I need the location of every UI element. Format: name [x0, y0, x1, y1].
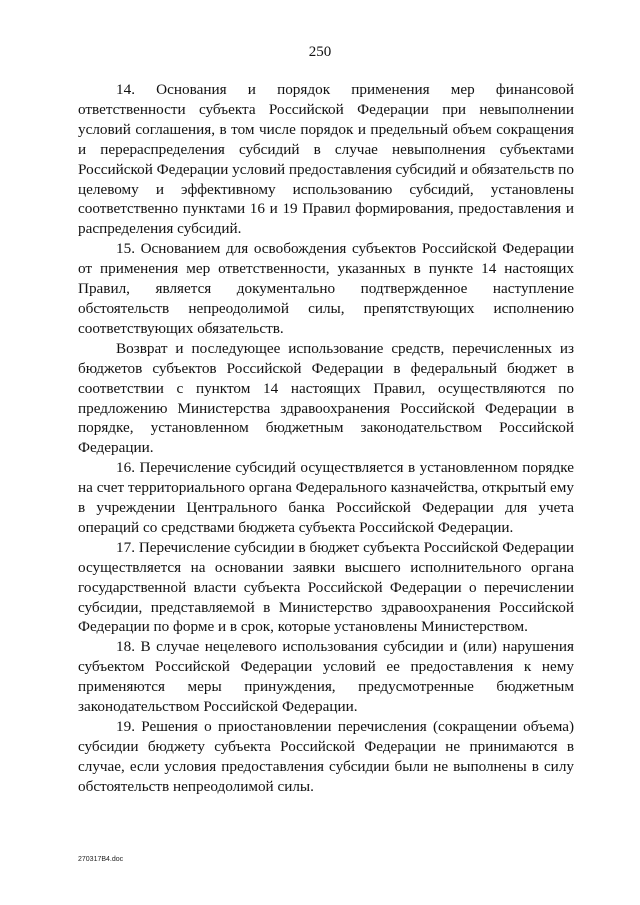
- page-number: 250: [308, 44, 332, 60]
- paragraph-19: 19. Решения о приостановлении перечисления (сокращении объема) субсидии бюджету субъекта Российской Федерации не принимаются в случае, если условия предоставления субсидии были не выполнены в силу обстоятельств непреодолимой силы.: [78, 718, 574, 795]
- paragraph-17: 17. Перечисление субсидии в бюджет субъекта Российской Федерации осуществляется на основании заявки высшего исполнительного органа государственной власти субъекта Российской Федерации о перечислении субсидии, представляемой в Министерство здравоохранения Российской Федерации по форме и в срок, которые установлены Министерством.: [78, 538, 574, 636]
- document-body: [78, 80, 574, 797]
- paragraph-18: 18. В случае нецелевого использования субсидии и (или) нарушения субъектом Российской Федерации условий ее предоставления к нему применяются меры принуждения, предусмотренные бюджетным законодательством Российской Федерации.: [78, 638, 574, 716]
- paragraph-16: 16. Перечисление субсидий осуществляется в установленном порядке на счет территориального органа Федерального казначейства, открытый ему в учреждении Центрального банка Российской Федерации для учета операций со средствами бюджета субъекта Российской Федерации.: [78, 459, 574, 536]
- paragraph-15: 15. Основанием для освобождения субъектов Российской Федерации от применения мер ответственности, указанных в пункте 14 настоящих Правил, является документально подтвержденное наступление обстоятельств непреодолимой силы, препятствующих исполнению соответствующих обязательств.: [78, 240, 574, 337]
- paragraph-15-return: Возврат и последующее использование средств, перечисленных из бюджетов субъектов Российской Федерации в федеральный бюджет в соответствии с пунктом 14 настоящих Правил, осуществляются по предложению Министерства здравоохранения Российской Федерации в порядке, установленном бюджетным законодательством Российской Федерации.: [78, 339, 574, 457]
- paragraph-14: 14. Основания и порядок применения мер финансовой ответственности субъекта Российской Федерации при невыполнении условий соглашения, в том числе порядок и предельный объем сокращения и перераспределения субсидий в случае невыполнения субъектами Российской Федерации условий предоставления субсидий и обязательств по целевому и эффективному использованию субсидий, установлены соответственно пунктами 16 и 19 Правил формирования, предоставления и распределения субсидий.: [78, 81, 574, 238]
- footer-filename: 270317B4.doc: [78, 856, 124, 863]
